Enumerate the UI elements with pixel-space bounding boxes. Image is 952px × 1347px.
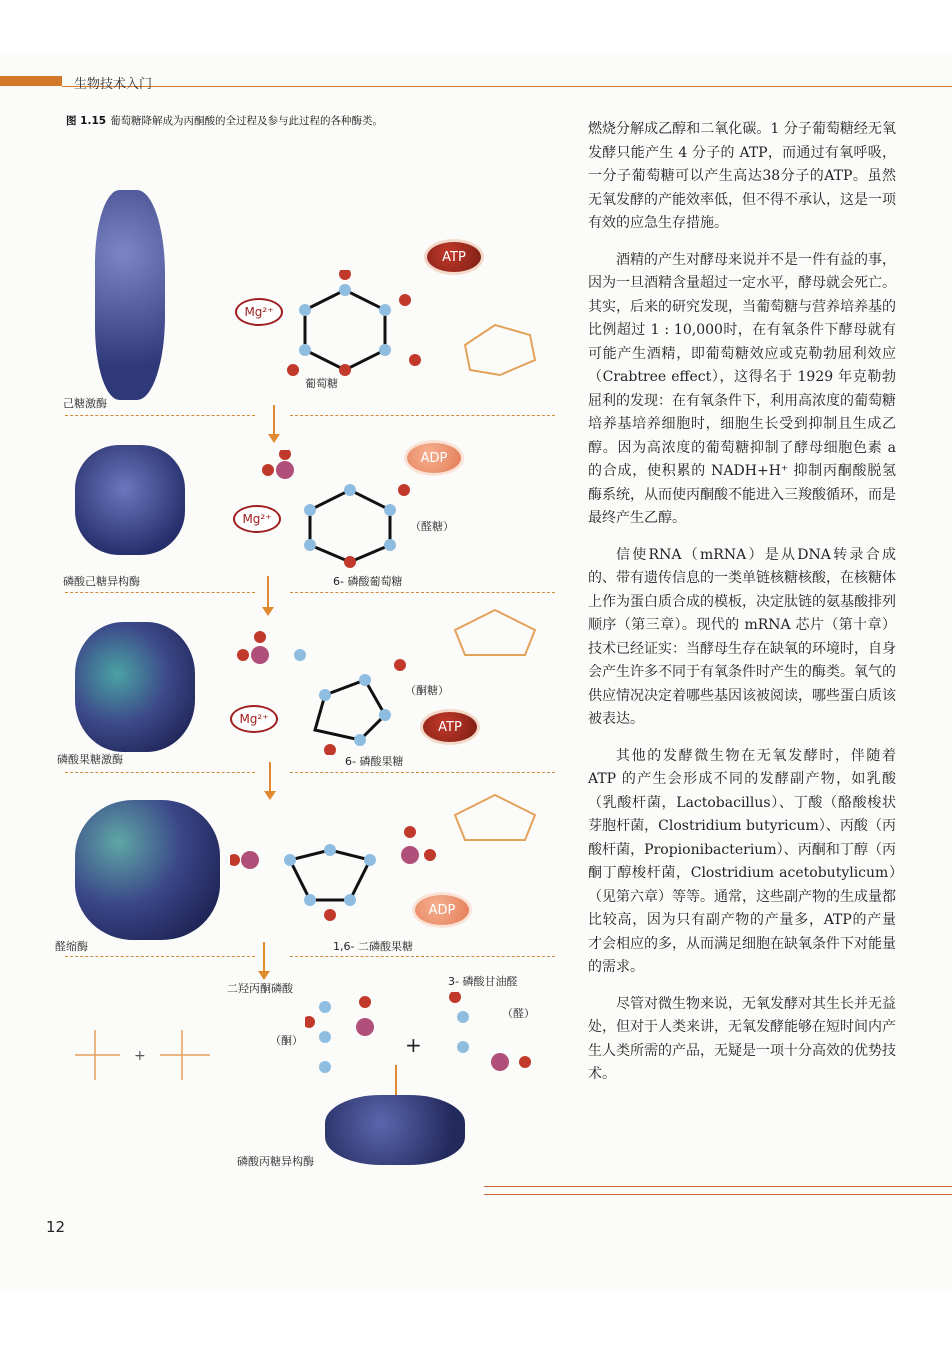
molecule-label-4: 1,6- 二磷酸果糖 [333, 940, 413, 953]
enzyme-label-4: 醛缩酶 [55, 940, 88, 953]
triosephosphate-isomerase-structure [325, 1095, 465, 1165]
mg-ion-3: Mg²⁺ [230, 705, 278, 733]
enzyme-label-5: 磷酸丙糖异构酶 [237, 1155, 314, 1168]
divider-4a [65, 956, 255, 957]
enzyme-label-1: 己糖激酶 [63, 397, 107, 410]
atp-badge-2: ATP [423, 712, 477, 742]
molecule-label-2: 6- 磷酸葡萄糖 [333, 575, 403, 588]
enzyme-label-3: 磷酸果糖激酶 [57, 753, 123, 766]
reaction-arrow-3 [269, 762, 271, 792]
glucose-molecule [285, 270, 425, 380]
molecule-note-3: （酮糖） [405, 684, 449, 697]
svg-text:+: + [405, 1033, 422, 1057]
glycolysis-figure [55, 130, 570, 1180]
product-label-left: 二羟丙酮磷酸 [227, 982, 293, 995]
mg-ion-2: Mg²⁺ [233, 505, 281, 533]
page-number: 12 [46, 1218, 66, 1236]
paragraph-3: 信使RNA（mRNA）是从DNA转录合成的、带有遗传信息的一类单链核糖核酸，在核糖体上作为蛋白质合成的模板，决定肽链的氨基酸排列顺序（第三章）。现代的 mRNA 芯片（第十章）技术已经证实：当酵母生存在缺氧的环境时，自身会产生许多不同于有氧条件时产生的酶类。氧气的供应情况决定着哪些基因该被阅读，哪些蛋白质该被表达。 [588, 546, 896, 727]
molecule-label-1: 葡萄糖 [305, 377, 338, 390]
glucose-haworth [455, 315, 550, 390]
figure-number: 图 1.15 [66, 115, 107, 127]
product-label-right: 3- 磷酸甘油醛 [448, 975, 518, 988]
paragraph-2: 酒精的产生对酵母来说并不是一件有益的事，因为一旦酒精含量超过一定水平，酵母就会死亡。其实，后来的研究发现，当葡萄糖与营养培养基的比例超过 1 : 10,000时，在有氧条件下酵母就有可能产生酒精，即葡萄糖效应或克勒勃屈利效应（Crabtree effect），这得名于 1929 年克勒勃屈利的发现：在有氧条件下，利用高浓度的葡萄糖培养基培养细胞时，细胞生长受到抑制且生成乙醇。因为高浓度的葡萄糖抑制了酵母细胞色素 a 的合成，使积累的 NADH+H⁺ 抑制丙酮酸脱氢酶系统，从而使丙酮酸不能进入三羧酸循环，而是最终产生乙醇。 [588, 251, 896, 526]
aldolase-structure [75, 800, 220, 940]
adp-badge-2: ADP [415, 895, 469, 925]
footer-rule-1 [484, 1186, 952, 1187]
divider-4b [290, 956, 555, 957]
divider-3a [65, 772, 255, 773]
footer-rule-2 [484, 1194, 952, 1195]
header-accent-bar [0, 76, 62, 86]
reaction-arrow-4 [263, 942, 265, 972]
phosphohexose-isomerase-structure [75, 445, 185, 555]
body-text-column [588, 118, 896, 1100]
fructose-haworth-1 [440, 600, 550, 670]
figure-caption-text: 葡萄糖降解成为丙酮酸的全过程及参与此过程的各种酶类。 [110, 115, 384, 127]
product-note-left: （酮） [270, 1034, 303, 1047]
divider-1a [65, 415, 255, 416]
paragraph-4: 其他的发酵微生物在无氧发酵时，伴随着 ATP 的产生会形成不同的发酵副产物，如乳酸（乳酸杆菌，Lactobacillus）、丁酸（酪酸梭状芽胞杆菌，Clostridium butyricum）、丙酸（丙酸杆菌，Propionibacterium）、丙酮和丁醇（丙酮丁醇梭杆菌，Clostridium acetobutylicum）（见第六章）等等。通常，这些副产物的生成量都比较高，因为只有副产物的产量多，ATP的产量才会相应的多，从而满足细胞在缺氧条件下对能量的需求。 [588, 747, 896, 975]
enzyme-label-2: 磷酸己糖异构酶 [63, 575, 140, 588]
adp-badge-1: ADP [407, 443, 461, 473]
figure-caption [66, 113, 383, 128]
triose-phosphate-molecules [305, 992, 555, 1092]
divider-2a [65, 592, 255, 593]
header-rule [62, 86, 952, 87]
mg-ion-1: Mg²⁺ [235, 298, 283, 326]
fructose-haworth-2 [440, 785, 550, 855]
molecule-note-2: （醛糖） [410, 520, 454, 533]
divider-3b [290, 772, 555, 773]
phosphofructokinase-structure [75, 622, 195, 752]
svg-text:+: + [134, 1048, 146, 1064]
hexokinase-structure [95, 190, 165, 400]
triose-structural-formulas [60, 1010, 235, 1095]
fructose-bisphosphate-molecule [230, 820, 460, 930]
running-header: 生物技术入门 [74, 77, 153, 92]
divider-1b [290, 415, 555, 416]
paragraph-1: 燃烧分解成乙醇和二氧化碳。1 分子葡萄糖经无氧发酵只能产生 4 分子的 ATP，而通过有氧呼吸，一分子葡萄糖可以产生高达38分子的ATP。虽然无氧发酵的产能效率低，但不得不承认，这是一项有效的应急生存措施。 [588, 121, 896, 231]
reaction-arrow-1 [273, 405, 275, 435]
divider-2b [290, 592, 555, 593]
molecule-label-3: 6- 磷酸果糖 [345, 755, 404, 768]
glucose-6-phosphate-molecule [260, 450, 410, 570]
reaction-arrow-2 [267, 576, 269, 608]
atp-badge-1: ATP [427, 242, 481, 272]
paragraph-5: 尽管对微生物来说，无氧发酵对其生长并无益处，但对于人类来讲，无氧发酵能够在短时间内产生人类所需的产品，无疑是一项十分高效的优势技术。 [588, 995, 896, 1082]
product-note-right: （醛） [502, 1007, 535, 1020]
fructose-6-phosphate-molecule [235, 625, 415, 755]
